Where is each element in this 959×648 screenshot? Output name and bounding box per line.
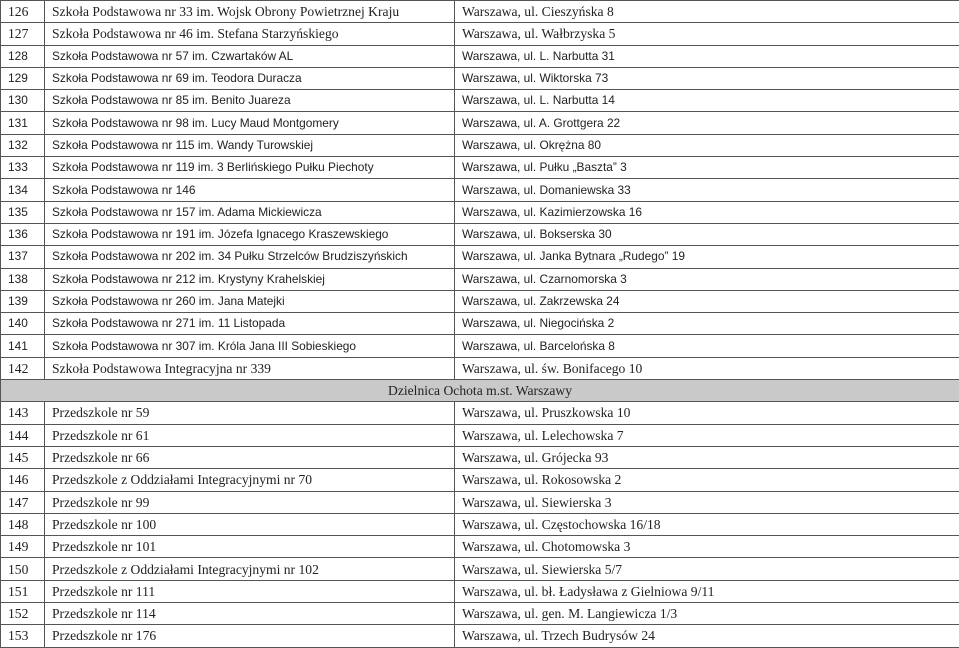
row-number: 153 <box>1 625 45 647</box>
school-row <box>1 246 959 268</box>
institution-address: Warszawa, ul. Domaniewska 33 <box>455 179 959 201</box>
school-row <box>1 45 959 67</box>
institution-address: Warszawa, ul. Bokserska 30 <box>455 223 959 245</box>
institution-name: Szkoła Podstawowa nr 69 im. Teodora Duracza <box>45 67 455 89</box>
institution-name: Szkoła Podstawowa nr 307 im. Króla Jana III Sobieskiego <box>45 335 455 357</box>
institution-name: Szkoła Podstawowa nr 260 im. Jana Matejki <box>45 290 455 312</box>
institution-name: Szkoła Podstawowa nr 191 im. Józefa Ignacego Kraszewskiego <box>45 223 455 245</box>
row-number: 133 <box>1 157 45 179</box>
preschool-row <box>1 513 959 535</box>
school-row <box>1 201 959 223</box>
preschool-row <box>1 402 959 424</box>
institution-name: Przedszkole nr 66 <box>45 446 455 468</box>
preschool-row <box>1 558 959 580</box>
row-number: 149 <box>1 536 45 558</box>
row-number: 151 <box>1 580 45 602</box>
institution-address: Warszawa, ul. Pruszkowska 10 <box>455 402 959 424</box>
institution-name: Szkoła Podstawowa nr 119 im. 3 Berlińskiego Pułku Piechoty <box>45 157 455 179</box>
school-row <box>1 313 959 335</box>
district-heading: Dzielnica Ochota m.st. Warszawy <box>1 380 959 402</box>
institution-address: Warszawa, ul. Barcelońska 8 <box>455 335 959 357</box>
institution-name: Szkoła Podstawowa nr 271 im. 11 Listopada <box>45 313 455 335</box>
institution-address: Warszawa, ul. Niegocińska 2 <box>455 313 959 335</box>
school-row <box>1 268 959 290</box>
preschool-row <box>1 580 959 602</box>
institution-name: Przedszkole nr 59 <box>45 402 455 424</box>
institution-name: Szkoła Podstawowa nr 115 im. Wandy Turowskiej <box>45 134 455 156</box>
institution-name: Przedszkole nr 111 <box>45 580 455 602</box>
row-number: 139 <box>1 290 45 312</box>
school-row <box>1 223 959 245</box>
institution-address: Warszawa, ul. Wiktorska 73 <box>455 67 959 89</box>
row-number: 138 <box>1 268 45 290</box>
institution-address: Warszawa, ul. Grójecka 93 <box>455 446 959 468</box>
school-row <box>1 134 959 156</box>
school-row <box>1 357 959 379</box>
row-number: 126 <box>1 1 45 23</box>
school-row <box>1 157 959 179</box>
institution-name: Szkoła Podstawowa nr 57 im. Czwartaków AL <box>45 45 455 67</box>
school-row <box>1 179 959 201</box>
institution-address: Warszawa, ul. L. Narbutta 31 <box>455 45 959 67</box>
row-number: 134 <box>1 179 45 201</box>
institution-name: Szkoła Podstawowa nr 146 <box>45 179 455 201</box>
row-number: 128 <box>1 45 45 67</box>
institution-address: Warszawa, ul. Okrężna 80 <box>455 134 959 156</box>
institution-address: Warszawa, ul. Rokosowska 2 <box>455 469 959 491</box>
institution-name: Przedszkole nr 99 <box>45 491 455 513</box>
row-number: 141 <box>1 335 45 357</box>
institution-name: Przedszkole nr 176 <box>45 625 455 647</box>
row-number: 129 <box>1 67 45 89</box>
institution-name: Szkoła Podstawowa nr 33 im. Wojsk Obrony Powietrznej Kraju <box>45 1 455 23</box>
institution-name: Przedszkole nr 114 <box>45 603 455 625</box>
institution-address: Warszawa, ul. Zakrzewska 24 <box>455 290 959 312</box>
row-number: 145 <box>1 446 45 468</box>
institution-address: Warszawa, ul. Wałbrzyska 5 <box>455 23 959 45</box>
institution-address: Warszawa, ul. Siewierska 3 <box>455 491 959 513</box>
institution-address: Warszawa, ul. Czarnomorska 3 <box>455 268 959 290</box>
institution-address: Warszawa, ul. Lelechowska 7 <box>455 424 959 446</box>
institution-address: Warszawa, ul. gen. M. Langiewicza 1/3 <box>455 603 959 625</box>
institution-name: Szkoła Podstawowa nr 157 im. Adama Mickiewicza <box>45 201 455 223</box>
row-number: 148 <box>1 513 45 535</box>
institution-address: Warszawa, ul. św. Bonifacego 10 <box>455 357 959 379</box>
preschool-row <box>1 469 959 491</box>
school-row <box>1 23 959 45</box>
institution-address: Warszawa, ul. Częstochowska 16/18 <box>455 513 959 535</box>
institution-address: Warszawa, ul. Cieszyńska 8 <box>455 1 959 23</box>
row-number: 140 <box>1 313 45 335</box>
institution-address: Warszawa, ul. bł. Ładysława z Gielniowa 9/11 <box>455 580 959 602</box>
institution-name: Szkoła Podstawowa nr 212 im. Krystyny Krahelskiej <box>45 268 455 290</box>
institution-name: Szkoła Podstawowa nr 85 im. Benito Juareza <box>45 90 455 112</box>
row-number: 127 <box>1 23 45 45</box>
institution-address: Warszawa, ul. Janka Bytnara „Rudego” 19 <box>455 246 959 268</box>
preschool-row <box>1 536 959 558</box>
institution-name: Przedszkole nr 101 <box>45 536 455 558</box>
school-row <box>1 67 959 89</box>
row-number: 147 <box>1 491 45 513</box>
district-section-row <box>1 380 959 402</box>
institution-name: Szkoła Podstawowa nr 46 im. Stefana Starzyńskiego <box>45 23 455 45</box>
school-row <box>1 90 959 112</box>
school-row <box>1 290 959 312</box>
row-number: 137 <box>1 246 45 268</box>
row-number: 131 <box>1 112 45 134</box>
row-number: 150 <box>1 558 45 580</box>
school-row <box>1 1 959 23</box>
preschool-row <box>1 625 959 647</box>
institution-address: Warszawa, ul. Siewierska 5/7 <box>455 558 959 580</box>
row-number: 132 <box>1 134 45 156</box>
institution-address: Warszawa, ul. Pułku „Baszta” 3 <box>455 157 959 179</box>
institution-name: Przedszkole z Oddziałami Integracyjnymi nr 70 <box>45 469 455 491</box>
institution-name: Szkoła Podstawowa nr 98 im. Lucy Maud Montgomery <box>45 112 455 134</box>
institutions-table-body <box>1 1 959 648</box>
institution-address: Warszawa, ul. A. Grottgera 22 <box>455 112 959 134</box>
row-number: 130 <box>1 90 45 112</box>
row-number: 142 <box>1 357 45 379</box>
preschool-row <box>1 603 959 625</box>
row-number: 152 <box>1 603 45 625</box>
preschool-row <box>1 446 959 468</box>
institution-name: Szkoła Podstawowa Integracyjna nr 339 <box>45 357 455 379</box>
row-number: 135 <box>1 201 45 223</box>
row-number: 136 <box>1 223 45 245</box>
row-number: 144 <box>1 424 45 446</box>
institution-name: Przedszkole nr 61 <box>45 424 455 446</box>
institution-name: Szkoła Podstawowa nr 202 im. 34 Pułku Strzelców Brudziszyńskich <box>45 246 455 268</box>
row-number: 143 <box>1 402 45 424</box>
school-row <box>1 112 959 134</box>
institution-address: Warszawa, ul. Kazimierzowska 16 <box>455 201 959 223</box>
school-row <box>1 335 959 357</box>
institution-address: Warszawa, ul. Trzech Budrysów 24 <box>455 625 959 647</box>
row-number: 146 <box>1 469 45 491</box>
preschool-row <box>1 424 959 446</box>
institution-address: Warszawa, ul. L. Narbutta 14 <box>455 90 959 112</box>
institution-name: Przedszkole nr 100 <box>45 513 455 535</box>
institution-address: Warszawa, ul. Chotomowska 3 <box>455 536 959 558</box>
preschool-row <box>1 491 959 513</box>
institution-name: Przedszkole z Oddziałami Integracyjnymi nr 102 <box>45 558 455 580</box>
